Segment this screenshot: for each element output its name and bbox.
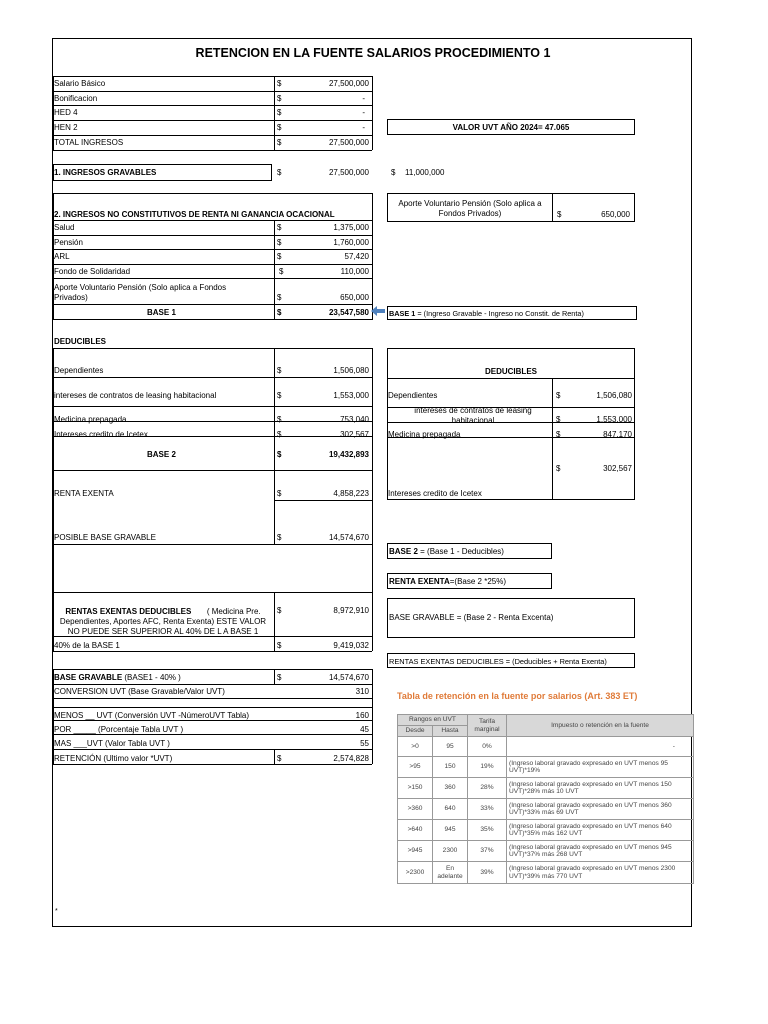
uvt-table [397, 714, 694, 884]
uvt-cell: (Ingreso laboral gravado expresado en UVT menos 95 UVT)*19% [507, 757, 694, 778]
deducibles-header: DEDUCIBLES [54, 337, 107, 346]
final-base-gravable-bold: BASE GRAVABLE [54, 673, 123, 682]
base1-formula-label: BASE 1 [389, 309, 416, 318]
income-hed-value: - [362, 108, 365, 117]
red-label-bold: RENTAS EXENTAS DEDUCIBLES [65, 607, 192, 616]
gravables-value2: 11,000,000 [405, 168, 445, 177]
renta-exenta-label: RENTA EXENTA [54, 489, 114, 498]
nc-pension-value: 1,760,000 [333, 238, 369, 247]
uvt-cell: 33% [468, 799, 507, 820]
uvt-row [398, 820, 694, 841]
worksheet-page [52, 38, 692, 927]
uvt-cell: (Ingreso laboral gravado expresado en UVT menos 945 UVT)*37% más 268 UVT [507, 841, 694, 862]
uvt-cell: 37% [468, 841, 507, 862]
uvt-cell: (Ingreso laboral gravado expresado en UVT menos 640 UVT)*35% más 162 UVT [507, 820, 694, 841]
uvt-cell: 640 [433, 799, 468, 820]
uvt-row [398, 841, 694, 862]
income-hed-label: HED 4 [54, 108, 78, 117]
final-conversion-value: 310 [355, 687, 369, 696]
uvt-cell: 95 [433, 737, 468, 757]
uvt-cell: 35% [468, 820, 507, 841]
income-total-value: 27,500,000 [328, 138, 369, 147]
renta-exenta-formula-text [389, 577, 506, 587]
ded-dependientes-label: Dependientes [54, 366, 104, 375]
posible-base-value: 14,574,670 [328, 533, 369, 542]
renta-exenta-formula-rest: =(Base 2 *25%) [449, 577, 507, 586]
income-total-label: TOTAL INGRESOS [54, 138, 124, 147]
base1-label: BASE 1 [147, 308, 176, 317]
posible-base-cur: $ [277, 533, 282, 542]
base-gravable-formula-text: BASE GRAVABLE = (Base 2 - Renta Excenta) [389, 613, 554, 622]
uvt-cell: (Ingreso laboral gravado expresado en UVT menos 150 UVT)*28% más 10 UVT [507, 778, 694, 799]
final-menos-value: 160 [355, 711, 369, 720]
final-retencion-cur: $ [277, 754, 282, 763]
ded-right-dep-cur: $ [556, 391, 561, 400]
uvt-table-title: Tabla de retención en la fuente por salarios (Art. 383 ET) [397, 691, 638, 701]
base2-formula-text [389, 547, 504, 557]
arrow-left-icon [371, 306, 385, 316]
ded-icetex-value: 302,567 [340, 430, 369, 439]
uvt-row [398, 737, 694, 757]
base2-formula-box [387, 543, 552, 559]
uvt-cell: >150 [398, 778, 433, 799]
uvt-cell: >0 [398, 737, 433, 757]
aporte-side-value: 650,000 [601, 210, 630, 219]
cuarenta-value: 9,419,032 [333, 641, 369, 650]
gravables-label: 1. INGRESOS GRAVABLES [54, 168, 157, 177]
uvt-cell: >360 [398, 799, 433, 820]
final-retencion-value: 2,574,828 [333, 754, 369, 763]
ded-right-leasing-cur: $ [556, 415, 561, 424]
ded-leasing-cur: $ [277, 391, 282, 400]
ded-right-med-label: Medicina prepagada [388, 430, 461, 439]
uvt-cell: 39% [468, 862, 507, 884]
uvt-row [398, 862, 694, 884]
income-hen-label: HEN 2 [54, 123, 78, 132]
nc-arl-label: ARL [54, 252, 70, 261]
income-hen-cur: $ [277, 123, 282, 132]
uvt-value-text: VALOR UVT AÑO 2024= 47.065 [452, 123, 570, 132]
ded-right-leasing-value: 1,553,000 [596, 415, 632, 424]
ded-right-dep-value: 1,506,080 [596, 391, 632, 400]
uvt-cell: >640 [398, 820, 433, 841]
uvt-row [398, 778, 694, 799]
final-por-label: POR _____ (Porcentaje Tabla UVT ) [54, 725, 184, 734]
uvt-cell: >2300 [398, 862, 433, 884]
nc-aporte-cur: $ [277, 293, 282, 302]
final-mas-label: MAS ___UVT (Valor Tabla UVT ) [54, 739, 170, 748]
income-bonificacion-value: - [362, 94, 365, 103]
income-total-cur: $ [277, 138, 282, 147]
base1-cur: $ [277, 308, 282, 317]
renta-exenta-cur: $ [277, 489, 282, 498]
gravables-cur: $ [277, 168, 282, 177]
income-hed-cur: $ [277, 108, 282, 117]
nc-aporte-value: 650,000 [340, 293, 369, 302]
uvt-h-tarifa: Tarifa marginal [468, 715, 507, 737]
uvt-cell: - [507, 737, 694, 757]
final-mas-value: 55 [360, 739, 369, 748]
ded-right-leasing-label: intereses de contratos de leasing habitacional [414, 406, 532, 425]
income-salario-label: Salario Básico [54, 79, 106, 88]
red-formula-box [387, 653, 635, 668]
red-formula-text: RENTAS EXENTAS DEDUCIBLES = (Deducibles + Renta Exenta) [389, 657, 607, 666]
uvt-h-hasta: Hasta [433, 726, 468, 737]
uvt-cell: 2300 [433, 841, 468, 862]
uvt-row [398, 757, 694, 778]
gravables-value: 27,500,000 [328, 168, 369, 177]
ded-right-icetex-cur: $ [556, 464, 561, 473]
ded-dependientes-cur: $ [277, 366, 282, 375]
nc-salud-label: Salud [54, 223, 75, 232]
renta-exenta-formula-label: RENTA EXENTA [389, 577, 450, 586]
red-cur: $ [277, 606, 282, 615]
aporte-side-label: Aporte Voluntario Pensión (Solo aplica a Fondos Privados) [398, 199, 542, 218]
nc-fondo-label: Fondo de Solidaridad [54, 267, 131, 276]
aporte-side-cur: $ [557, 210, 562, 219]
aporte-side-box [387, 193, 635, 222]
nc-aporte-label: Aporte Voluntario Pensión (Solo aplica a Fondos Privados) [54, 283, 227, 302]
uvt-cell: 19% [468, 757, 507, 778]
uvt-cell: 0% [468, 737, 507, 757]
page-title: RETENCION EN LA FUENTE SALARIOS PROCEDIMIENTO 1 [195, 46, 551, 60]
cuarenta-label: 40% de la BASE 1 [54, 641, 120, 650]
base1-formula-rest: = (Ingreso Gravable - Ingreso no Constit. de Renta) [415, 309, 584, 318]
ded-right-icetex-label: Intereses credito de Icetex [388, 489, 482, 498]
uvt-cell: >95 [398, 757, 433, 778]
ded-medicina-value: 753,040 [340, 415, 369, 424]
final-base-gravable-cur: $ [277, 673, 282, 682]
ded-icetex-cur: $ [277, 430, 282, 439]
uvt-h-rangos: Rangos en UVT [398, 715, 468, 726]
uvt-h-desde: Desde [398, 726, 433, 737]
uvt-cell: En adelante [433, 862, 468, 884]
income-hen-value: - [362, 123, 365, 132]
uvt-cell: 28% [468, 778, 507, 799]
ded-medicina-cur: $ [277, 415, 282, 424]
uvt-cell: (Ingreso laboral gravado expresado en UVT menos 360 UVT)*33% más 69 UVT [507, 799, 694, 820]
base2-label: BASE 2 [147, 450, 176, 459]
income-bonificacion-cur: $ [277, 94, 282, 103]
ded-right-icetex-value: 302,567 [603, 464, 632, 473]
final-por-value: 45 [360, 725, 369, 734]
uvt-cell: 150 [433, 757, 468, 778]
income-bonificacion-label: Bonificacion [54, 94, 98, 103]
nc-fondo-value: 110,000 [340, 267, 369, 276]
final-menos-label: MENOS __ UVT (Conversión UVT -NúmeroUVT Tabla) [54, 711, 250, 720]
ded-medicina-label: Medicina prepagada [54, 415, 127, 424]
renta-exenta-formula-box [387, 573, 552, 589]
nc-salud-cur: $ [277, 223, 282, 232]
ded-leasing-value: 1,553,000 [333, 391, 369, 400]
ded-right-med-cur: $ [556, 430, 561, 439]
base2-formula-label: BASE 2 [389, 547, 418, 556]
nc-pension-cur: $ [277, 238, 282, 247]
uvt-cell: >945 [398, 841, 433, 862]
final-conversion-label: CONVERSION UVT (Base Gravable/Valor UVT) [54, 687, 225, 696]
uvt-row [398, 799, 694, 820]
ded-right-header: DEDUCIBLES [484, 367, 537, 376]
uvt-cell: 945 [433, 820, 468, 841]
footnote: * [55, 908, 58, 915]
ded-right-med-value: 847,170 [603, 430, 632, 439]
ded-icetex-label: Intereses credito de Icetex [54, 430, 148, 439]
red-value: 8,972,910 [333, 606, 369, 615]
nc-fondo-cur: $ [279, 267, 284, 276]
base1-value: 23,547,580 [328, 308, 369, 317]
posible-base-label: POSIBLE BASE GRAVABLE [54, 533, 156, 542]
red-label [54, 607, 272, 637]
final-base-gravable-label [54, 673, 181, 683]
cuarenta-cur: $ [277, 641, 282, 650]
no-const-header: 2. INGRESOS NO CONSTITUTIVOS DE RENTA NI GANANCIA OCACIONAL [54, 210, 335, 219]
renta-exenta-value: 4,858,223 [333, 489, 369, 498]
uvt-cell: (Ingreso laboral gravado expresado en UVT menos 2300 UVT)*39% más 770 UVT [507, 862, 694, 884]
income-salario-cur: $ [277, 79, 282, 88]
uvt-h-impuesto: Impuesto o retención en la fuente [507, 715, 694, 737]
ded-leasing-label: intereses de contratos de leasing habitacional [54, 391, 217, 400]
base2-value: 19,432,893 [328, 450, 369, 459]
base-gravable-formula-box [387, 598, 635, 638]
ded-dependientes-value: 1,506,080 [333, 366, 369, 375]
nc-salud-value: 1,375,000 [333, 223, 369, 232]
income-salario-value: 27,500,000 [328, 79, 369, 88]
nc-pension-label: Pensión [54, 238, 83, 247]
ded-right-dep-label: Dependientes [388, 391, 438, 400]
base2-cur: $ [277, 450, 282, 459]
base2-formula-rest: = (Base 1 - Deducibles) [417, 547, 504, 556]
base1-formula-text [389, 309, 584, 319]
nc-arl-cur: $ [277, 252, 282, 261]
uvt-value-box [387, 119, 635, 135]
final-retencion-label: RETENCIÓN (Ultimo valor *UVT) [54, 754, 173, 763]
nc-arl-value: 57,420 [344, 252, 369, 261]
final-base-gravable-value: 14,574,670 [328, 673, 369, 682]
red-label-rest: ( Medicina Pre. Dependientes, Aportes AFC, Renta Exenta) ESTE VALOR NO PUEDE SER SUPERIOR AL 40% DE L A BASE 1 [59, 607, 267, 636]
gravables-cur2: $ [391, 168, 396, 177]
uvt-cell: 360 [433, 778, 468, 799]
final-base-gravable-rest: (BASE1 - 40% ) [122, 673, 181, 682]
base1-formula-box [387, 306, 637, 320]
